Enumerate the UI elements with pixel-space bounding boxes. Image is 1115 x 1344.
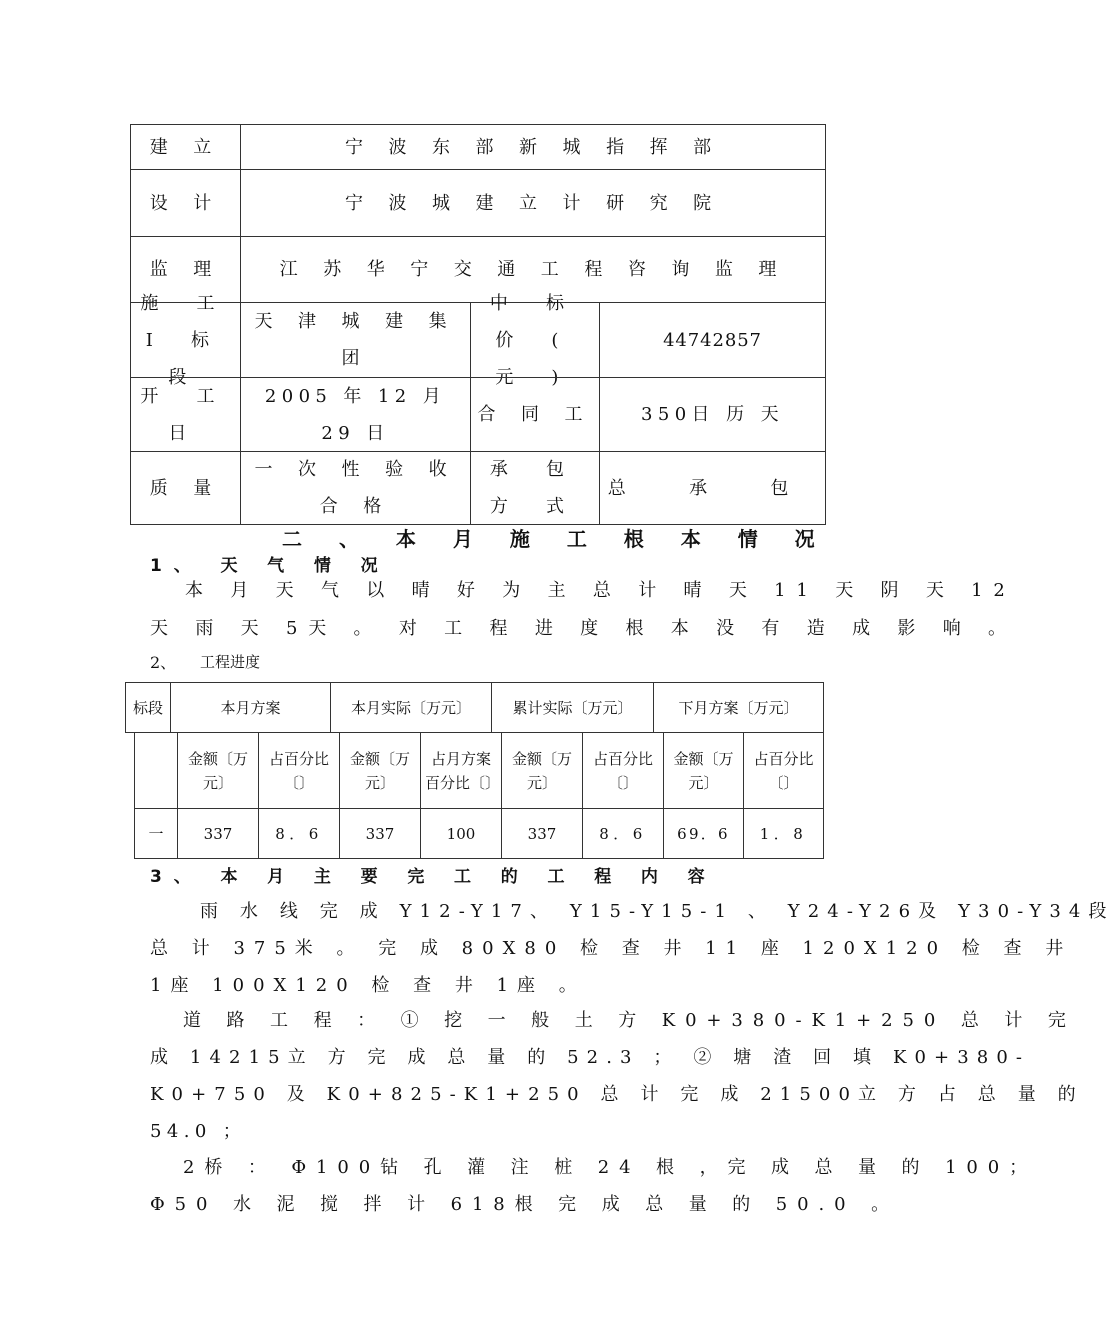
- subheader-amount-4: 金额〔万元〕: [663, 732, 744, 809]
- works-heading: 3、 本 月 主 要 完 工 的 工 程 内 容: [150, 867, 717, 887]
- contract-period-value: 350日 历 天: [599, 377, 826, 452]
- weather-line-1: 本 月 天 气 以 晴 好 为 主 总 计 晴 天 11 天 阴 天 12: [185, 580, 1016, 601]
- subheader-percent-4: 占百分比〔〕: [743, 732, 824, 809]
- quality-value: 一 次 性 验 收 合 格: [240, 451, 471, 525]
- subheader-amount-2: 金额〔万元〕: [339, 732, 421, 809]
- works-p1-line-1: 雨 水 线 完 成 Y12-Y17、 Y15-Y15-1 、 Y24-Y26及 Y30-Y34段: [200, 901, 1115, 922]
- works-p2-line-3: K0+750 及 K0+825-K1+250 总 计 完 成 21500立 方 占 总 量 的: [150, 1084, 1084, 1105]
- row-month-plan-amount: 337: [177, 808, 259, 859]
- subheader-percent-2: 占月方案百分比〔〕: [420, 732, 502, 809]
- bid-price-value: 44742857: [599, 302, 826, 378]
- subheader-amount-1: 金额〔万元〕: [177, 732, 259, 809]
- contract-mode-value: 总 承 包: [599, 451, 826, 525]
- works-p2-line-1: 道 路 工 程 ： ① 挖 一 般 土 方 K0+380-K1+250 总 计 完: [183, 1010, 1076, 1031]
- works-p2-line-4: 54.0 ；: [150, 1121, 247, 1142]
- works-p2-line-2: 成 14215立 方 完 成 总 量 的 52.3 ； ② 塘 渣 回 填 K0+380-: [150, 1047, 1031, 1068]
- weather-heading: 1、 天 气 情 况: [150, 556, 390, 576]
- subheader-percent-1: 占百分比〔〕: [258, 732, 340, 809]
- row-month-actual-percent: 100: [420, 808, 502, 859]
- header-section: 标段: [125, 682, 171, 733]
- works-p1-line-2: 总 计 375米 。 完 成 80X80 检 查 井 11 座 120X120 检 查 井: [150, 938, 1073, 959]
- header-month-plan: 本月方案: [170, 682, 331, 733]
- start-date-value: 2005 年 12 月 29 日: [240, 377, 471, 452]
- contractor-value: 天 津 城 建 集 团: [240, 302, 471, 378]
- row-next-plan-percent: 1．8: [743, 808, 824, 859]
- progress-heading: 工程进度: [200, 653, 261, 671]
- row-next-plan-amount: 69．6: [663, 808, 744, 859]
- row-label-supervision: 监 理: [130, 236, 241, 303]
- header-cumulative-actual: 累计实际〔万元〕: [491, 682, 654, 733]
- works-p3-line-2: Φ50 水 泥 搅 拌 计 618根 完 成 总 量 的 50.0 。: [150, 1194, 899, 1215]
- progress-heading-number: 2、: [150, 653, 177, 672]
- label-contract-period: 合 同 工: [470, 377, 600, 452]
- row-label-start-date: 开 工 日: [130, 377, 241, 452]
- subheader-amount-3: 金额〔万元〕: [501, 732, 583, 809]
- subheader-blank: [134, 732, 178, 809]
- row-label-contractor: 施 工 I 标 段: [130, 302, 241, 378]
- design-value: 宁 波 城 建 立 计 研 究 院: [240, 169, 826, 237]
- header-next-month-plan: 下月方案〔万元〕: [653, 682, 824, 733]
- owner-value: 宁 波 东 部 新 城 指 挥 部: [240, 124, 826, 170]
- row-month-plan-percent: 8．6: [258, 808, 340, 859]
- row-cumulative-amount: 337: [501, 808, 583, 859]
- subheader-percent-3: 占百分比〔〕: [582, 732, 664, 809]
- row-label-quality: 质 量: [130, 451, 241, 525]
- label-bid-price: 中 标 价 ( 元 ): [470, 302, 600, 378]
- label-contract-mode: 承 包 方 式: [470, 451, 600, 525]
- supervision-value: 江 苏 华 宁 交 通 工 程 咨 询 监 理: [240, 236, 826, 303]
- section-title: 二 、 本 月 施 工 根 本 情 况: [282, 527, 830, 551]
- works-p1-line-3: 1座 100X120 检 查 井 1座 。: [150, 975, 586, 996]
- row-section: 一: [134, 808, 178, 859]
- row-label-design: 设 计: [130, 169, 241, 237]
- row-label-owner: 建 立: [130, 124, 241, 170]
- row-cumulative-percent: 8．6: [582, 808, 664, 859]
- row-month-actual-amount: 337: [339, 808, 421, 859]
- weather-line-2: 天 雨 天 5天 。 对 工 程 进 度 根 本 没 有 造 成 影 响 。: [150, 618, 1017, 639]
- header-month-actual: 本月实际〔万元〕: [330, 682, 492, 733]
- works-p3-line-1: 2桥 ： Φ100钻 孔 灌 注 桩 24 根 ，完 成 总 量 的 100；: [183, 1157, 1038, 1178]
